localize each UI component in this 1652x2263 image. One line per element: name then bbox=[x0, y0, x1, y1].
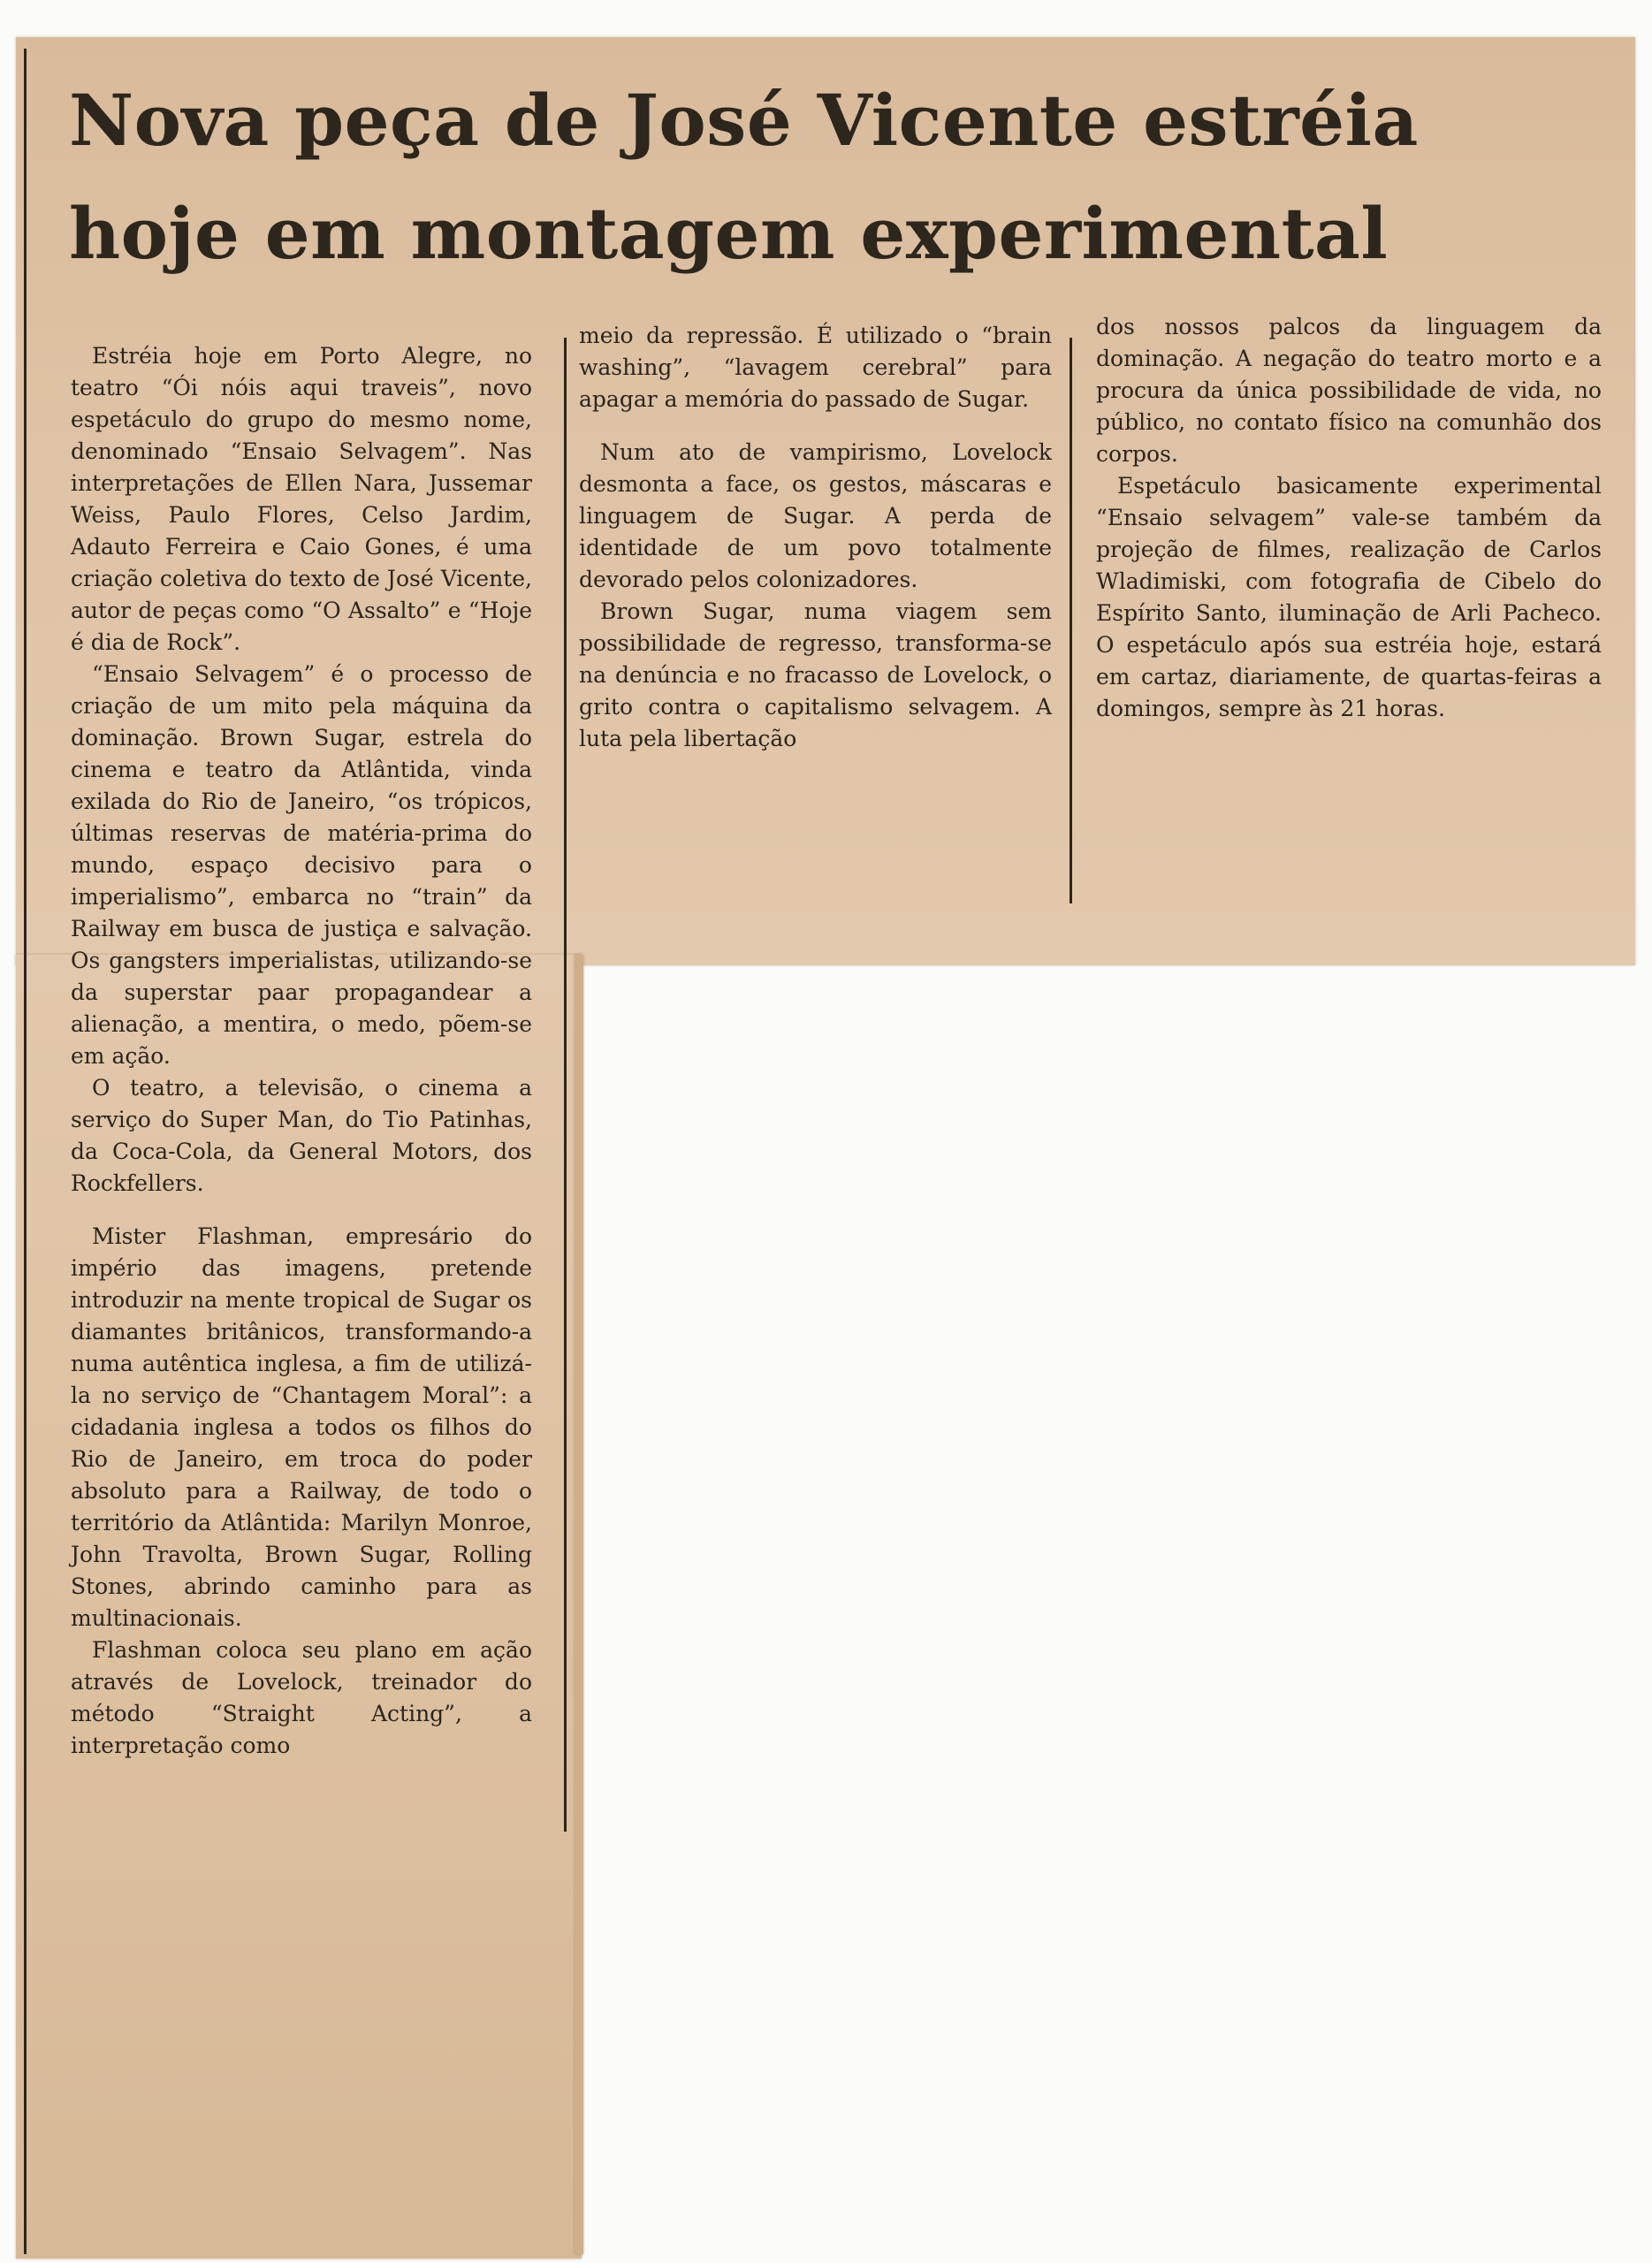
column-divider-1 bbox=[564, 338, 567, 1832]
column-divider-2 bbox=[1070, 338, 1072, 903]
article-column-2 bbox=[579, 320, 1052, 755]
column-3-paragraph: Espetáculo basicamente experimental “Ensaio selvagem” vale-se também da projeção de filmes, realização de Carlos Wladimiski, com fotografia de Cibelo do Espírito Santo, iluminação de Arli Pacheco. O espetáculo após sua estréia hoje, estará em cartaz, diariamente, de quartas-feiras a domingos, sempre às 21 horas. bbox=[1096, 473, 1602, 721]
column-1-paragraph: Flashman coloca seu plano em ação através de Lovelock, treinador do método “Straight Acting”, a interpretação como bbox=[71, 1637, 532, 1758]
article-headline bbox=[69, 64, 1572, 290]
column-1-paragraph: “Ensaio Selvagem” é o processo de criação de um mito pela máquina da dominação. Brown Sugar, estrela do cinema e teatro da Atlântida, vinda exilada do Rio de Janeiro, “os trópicos, últimas reservas de matéria-prima do mundo, espaço decisivo para o imperialismo”, embarca no “train” da Railway em busca de justiça e salvação. Os gangsters imperialistas, utilizando-se da superstar paar propagandear a alienação, a mentira, o medo, põem-se em ação. bbox=[71, 661, 532, 1069]
column-2-paragraph: meio da repressão. É utilizado o “brain washing”, “lavagem cerebral” para apagar a memória do passado de Sugar. bbox=[579, 323, 1052, 412]
article-column-1 bbox=[71, 340, 532, 1762]
column-2-paragraph: Brown Sugar, numa viagem sem possibilidade de regresso, transforma-se na denúncia e no fracasso de Lovelock, o grito contra o capitalismo selvagem. A luta pela libertação bbox=[579, 598, 1052, 751]
clipping-torn-edge bbox=[575, 955, 583, 2254]
column-1-paragraph: Estréia hoje em Porto Alegre, no teatro “Ói nóis aqui traveis”, novo espetáculo do grupo do mesmo nome, denominado “Ensaio Selvagem”. Nas interpretações de Ellen Nara, Jussemar Weiss, Paulo Flores, Celso Jardim, Adauto Ferreira e Caio Gones, é uma criação coletiva do texto de José Vicente, autor de peças como “O Assalto” e “Hoje é dia de Rock”. bbox=[71, 343, 532, 655]
headline-line-1: Nova peça de José Vicente estréia bbox=[69, 79, 1419, 162]
column-1-paragraph: Mister Flashman, empresário do império das imagens, pretende introduzir na mente tropical de Sugar os diamantes britânicos, transformando-a numa autêntica inglesa, a fim de utilizá-la no serviço de “Chantagem Moral”: a cidadania inglesa a todos os filhos do Rio de Janeiro, em troca do poder absoluto para a Railway, de todo o território da Atlântida: Marilyn Monroe, John Travolta, Brown Sugar, Rolling Stones, abrindo caminho para as multinacionais. bbox=[71, 1223, 532, 1631]
left-border-rule bbox=[24, 49, 27, 2254]
column-1-paragraph: O teatro, a televisão, o cinema a serviço do Super Man, do Tio Patinhas, da Coca-Cola, da General Motors, dos Rockfellers. bbox=[71, 1075, 532, 1196]
article-column-3 bbox=[1096, 311, 1602, 725]
column-2-paragraph: Num ato de vampirismo, Lovelock desmonta a face, os gestos, máscaras e linguagem de Sugar. A perda de identidade de um povo totalmente devorado pelos colonizadores. bbox=[579, 439, 1052, 592]
headline-line-2: hoje em montagem experimental bbox=[69, 192, 1389, 275]
column-3-paragraph: dos nossos palcos da linguagem da dominação. A negação do teatro morto e a procura da única possibilidade de vida, no público, no contato físico na comunhão dos corpos. bbox=[1096, 314, 1602, 467]
